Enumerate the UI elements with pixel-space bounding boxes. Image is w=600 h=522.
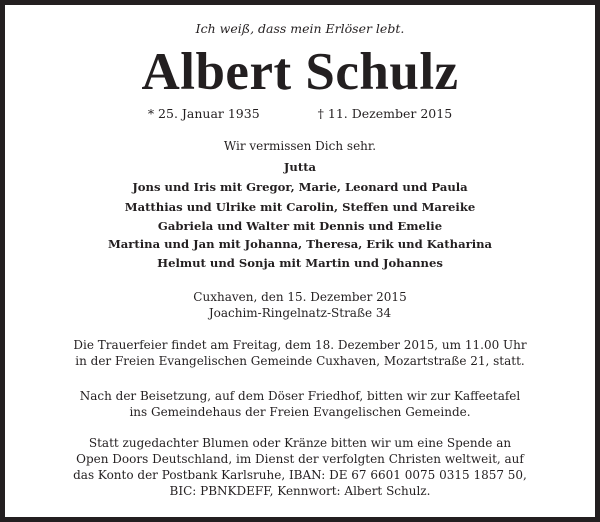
address: Joachim-Ringelnatz-Straße 34 (208, 306, 392, 320)
coffee-text: Nach der Beisetzung, auf dem Döser Friedhof, bitten wir zur Kaffeetafel (79, 389, 521, 403)
motto: Ich weiß, dass mein Erlöser lebt. (195, 21, 405, 36)
family-line: Jutta (283, 160, 317, 174)
funeral-text: in der Freien Evangelischen Gemeinde Cuxhaven, Mozartstraße 21, statt. (75, 354, 525, 368)
life-dates (5, 106, 595, 121)
donation-text: BIC: PBNKDEFF, Kennwort: Albert Schulz. (169, 484, 431, 498)
birth-date: * 25. Januar 1935 (147, 106, 260, 121)
miss-text: Wir vermissen Dich sehr. (223, 139, 377, 153)
family-line: Gabriela und Walter mit Dennis und Emelie (157, 219, 443, 233)
coffee-text: ins Gemeindehaus der Freien Evangelischen Gemeinde. (129, 405, 471, 419)
death-notice (5, 5, 595, 517)
funeral-text: Die Trauerfeier findet am Freitag, dem 18. Dezember 2015, um 11.00 Uhr (73, 338, 527, 352)
deceased-name: Albert Schulz (141, 43, 459, 101)
family-line: Helmut und Sonja mit Martin und Johannes (157, 256, 443, 270)
family-line: Matthias und Ulrike mit Carolin, Steffen und Mareike (124, 200, 476, 214)
family-line: Jons und Iris mit Gregor, Marie, Leonard und Paula (132, 180, 468, 194)
family-line: Martina und Jan mit Johanna, Theresa, Erik und Katharina (107, 237, 493, 251)
donation-text: Statt zugedachter Blumen oder Kränze bitten wir um eine Spende an (88, 436, 512, 450)
death-date: † 11. Dezember 2015 (317, 106, 453, 121)
place-date: Cuxhaven, den 15. Dezember 2015 (193, 290, 407, 304)
donation-text: Open Doors Deutschland, im Dienst der verfolgten Christen weltweit, auf (76, 452, 524, 466)
donation-text: das Konto der Postbank Karlsruhe, IBAN: DE 67 6601 0075 0315 1857 50, (73, 468, 527, 482)
